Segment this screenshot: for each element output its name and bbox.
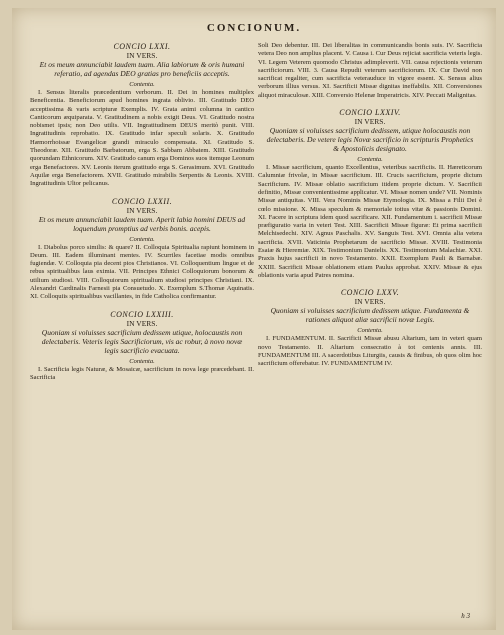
contenta-label: Contenta.: [129, 81, 155, 88]
section-verse: Et os meum annunciabit laudem tuam. Aperit labia homini DEUS ad loquendum promptius ad verbis bonis. acepis.: [38, 214, 246, 233]
section-verse: Quoniam si voluisses sacrificium dedissem utique, holocaustis non delectaberis. Veteris legis Sacrificiorum, vis ac robur, à novo novæ legis sacrificio evacuata.: [41, 327, 243, 355]
section-title: CONCIO LXXIII.: [110, 309, 174, 319]
continuation-text: [258, 42, 482, 100]
section-verse: Quoniam si voluisses sacrificium dedissem utique. Fundamenta & rationes aliquot aliæ sacrificii novæ Legis.: [270, 306, 470, 325]
section-sub: IN VERS.: [126, 318, 158, 328]
section-concio-71: [30, 42, 254, 189]
continuation-body: Soli Deo debentur. III. Dei liberalitas in communicandis bonis suis. IV. Sacrificia vetera Deo non amplius placent. V. Causa i. Cur Deus rejiciat sacrificia veteris legis. VI. Legem Veterem quomodo Christus adimpleverit. VII. causa rejectionis veterum sacrificiorum. VIII. 3. Causa Repudii veterum sacrificiorum. IX. Cur David non sacrificat regaliter, cum sacrificia veterauduce in vigore essent. X. Sensus alius verborum illius versus. XI. Sacrificii Missæ dignitas ineffabilis. XII. Conversiones aliquot miraculosæ. XIII. Conversio Helenæ Imperatricis. XIV. Peccati Malignitas.: [258, 42, 482, 99]
section-sub: IN VERS.: [126, 51, 158, 60]
section-verse: Et os meum annunciabit laudem tuam. Alia labiorum & oris humani referatio, ad agendas DEO gratias pro beneficiis acceptis.: [39, 60, 245, 78]
section-sub: IN VERS.: [354, 297, 386, 307]
book-page: [12, 8, 496, 630]
section-body: I. Diabolus porco similis: & quare? II. Colloquia Spiritualia rapiunt hominem in Deum. III. Eadem illuminant mentes. IV. Scurriles facetiae modis omnibus fugiendæ. V. Colloquia piа decent pios Christianos. VI. Colloquentium lingue et de rebus spiritualibus laus eximia. VII. Principes Ethnici Colloquiorum bonorum & utilium studiosi. VIII. Colloquiorum spiritualium studiosi principes Christiani. IX. Alexandri Cardinalis Farnesii pia Consuetudo. X. Exemplum S.Thomæ Aquinatis. XI. Colloquiis spiritualibus vacillantes, in fide Catholica confirmantur.: [30, 243, 254, 301]
section-sub: IN VERS.: [354, 117, 386, 127]
signature-mark: h 3: [461, 612, 470, 620]
section-body: I. Missæ sacrificium, quanto Excellentius, veteribus sacrificiis. II. Hæreticorum Calumniæ frivolæ, in Missæ sacrificium. III. Crucis sacrificium, proprie dictum Sacrificium. IV. Missæ oblatio sacrificium itidem proprie dictum. V. Sacrificii definitio, Missæ convenientissime applicatur. VI. Missæ nomen unde? VII. Nominis Missæ antiquitas. VIII. Vera Nominis Missæ Etymologia. IX. Missa a Filii Dei è cœlo missione. X. Missa speculum & memoriale totius vitæ & passionis Domini. XI. Facere in scriptura idem quod sacrificare. XII. Fundamentum i. sacrificii Missæ præfiguratio varia in veteri Test. XIII. Sacrificii Missæ figuræ: Et prima sacrificii Melchisedechi. XIV. Agnus Paschalis. XV. Sanguis Test. XVI. Omnia alia vetera sacrificia. XVII. Vaticinia Prophetarum de sacrificio Missæ. XVIII. Testimonia Esaiæ & Hieremiæ. XIX. Testimonium Danielis. XX. Testimonium Malachiæ. XXI. Praxis hujus sacrificii in novo Testamento. XXII. Exemplum Pauli & Barnabæ. XXIII. Sacrificii Missæ oblationem etiam Paulus approbat. XXIV. Missæ & ejus oblationis varia apud Patres nomina.: [258, 164, 482, 279]
section-body: I. Sensus literalis præcedentium verborum. II. Dei in homines multiplex Beneficentia. Beneficiorum apud homines ingrata obliviо. III. Gratitudo DEO acceptissima & varis scripturæ Exemplis. IV. Grata animi columna in cantico Canticorum æquiparata. V. Gratitudinem a nobis exigit Deus. VI. Gratitudo nostra nobismet ipsis; non Deo utilis. VII. Ingratitudinem DEUS meritò punit. VIII. Ingratitudinis reprobatio. IX. Gratitudo infar speculi solaris. X. Gratitudo Hæmorrhoissæ Evangelicæ grandi miraculo compensata. XI. Gratitudo S. Theodoræ. XII. Gratitudo Barbatorum, erga S. Sabbam Abbatem. XIII. Gratitudo quorundam Ethnicorum. XIV. Gratitudo canum erga Dominos suos itemque Leonum erga Benefactores. XV. Leonis iterum gratitudo erga S. Gerasimum. XVI. Gratitudo Aquilæ erga Benefactorem. XVII. Gratitudo mirabilis Serpentis & Leonis. XVIII. Ingratitudinis Ultor pelicanus.: [30, 89, 254, 188]
contenta-label: Contenta.: [357, 156, 383, 164]
section-concio-75: [258, 288, 482, 368]
section-title: CONCIO LXXI.: [113, 42, 171, 51]
section-title: CONCIO LXXV.: [340, 288, 400, 298]
section-concio-73: [30, 310, 254, 383]
contenta-label: Contenta.: [129, 357, 155, 365]
section-title: CONCIO LXXIV.: [339, 108, 401, 118]
section-concio-72: [30, 197, 254, 302]
section-body: I. FUNDAMENTUM. II. Sacrificii Missæ abusu Altarium, tam in veteri quam novo Testamento. II. Altarium consecratio à tot centenis annis. III. FUNDAMENTUM III. A sacerdotibus Liturgiis, causis & finibus, ob quos olim hoc sacrificium offerebatur. IV. FUNDAMENTUM IV.: [258, 335, 482, 368]
section-body: I. Sacrificia legis Naturæ, & Mosaicæ, sacrificium in nova lege præcedebant. II. Sacrificia: [30, 365, 254, 381]
right-column: [258, 42, 482, 376]
section-sub: IN VERS.: [126, 205, 158, 215]
page-title: CONCIONUM.: [206, 22, 302, 34]
contenta-label: Contenta.: [357, 327, 383, 335]
left-column: [30, 42, 254, 390]
contenta-label: Contenta.: [129, 235, 155, 243]
section-title: CONCIO LXXII.: [111, 196, 173, 206]
section-concio-74: [258, 108, 482, 280]
section-verse: Quoniam si voluisses sacrificium dedissem, utique holocaustis non delectaberis. De vetere legis Novæ sacrificio in scripturis Prophetics & Apostolicis designato.: [266, 126, 474, 154]
